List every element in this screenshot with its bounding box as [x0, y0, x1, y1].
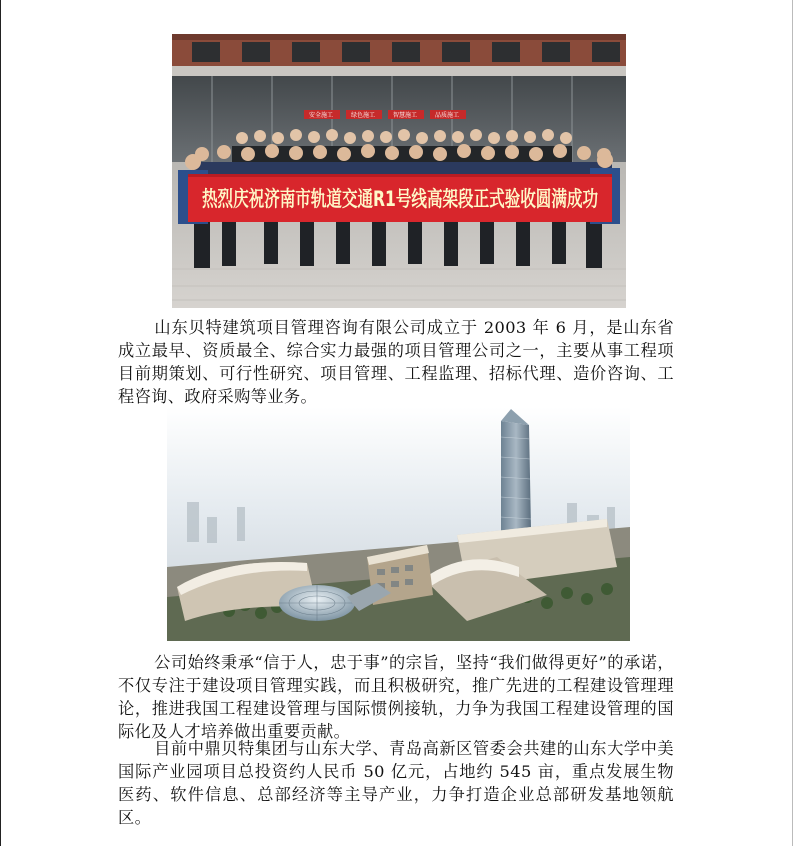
architecture-rendering: [167, 407, 630, 641]
banner-text: 热烈庆祝济南市轨道交通R1号线高架段正式验收圆满成功: [202, 187, 598, 211]
intro-paragraph: 山东贝特建筑项目管理咨询有限公司成立于 2003 年 6 月，是山东省成立最早、资质最全、综合实力最强的项目管理公司之一，主要从事工程项目前期策划、可行性研究、项目管理、工程监理、招标代理、造价咨询、工程咨询、政府采购等业务。: [118, 318, 674, 406]
svg-text:绿色施工: 绿色施工: [351, 112, 376, 119]
project-paragraph: 目前中鼎贝特集团与山东大学、青岛高新区管委会共建的山东大学中美国际产业园项目总投资约人民币 50 亿元，占地约 545 亩，重点发展生物医药、软件信息、总部经济等主导产业，力争打造企业总部研发基地领航区。: [118, 739, 674, 827]
svg-text:安全施工: 安全施工: [309, 112, 334, 119]
page-border-left: [0, 0, 1, 846]
svg-text:智慧施工: 智慧施工: [393, 112, 418, 119]
philosophy-paragraph: 公司始终秉承“信于人，忠于事”的宗旨，坚持“我们做得更好”的承诺，不仅专注于建设项目管理实践，而且积极研究，推广先进的工程建设管理理论，推进我国工程建设管理与国际惯例接轨，力争为我国工程建设管理的国际化及人才培养做出重要贡献。: [118, 653, 674, 741]
svg-text:品质施工: 品质施工: [435, 112, 460, 119]
architecture-illustration: [167, 407, 630, 641]
page-border-right: [792, 0, 793, 846]
group-photo: [172, 34, 626, 308]
group-photo-illustration: [172, 34, 626, 308]
